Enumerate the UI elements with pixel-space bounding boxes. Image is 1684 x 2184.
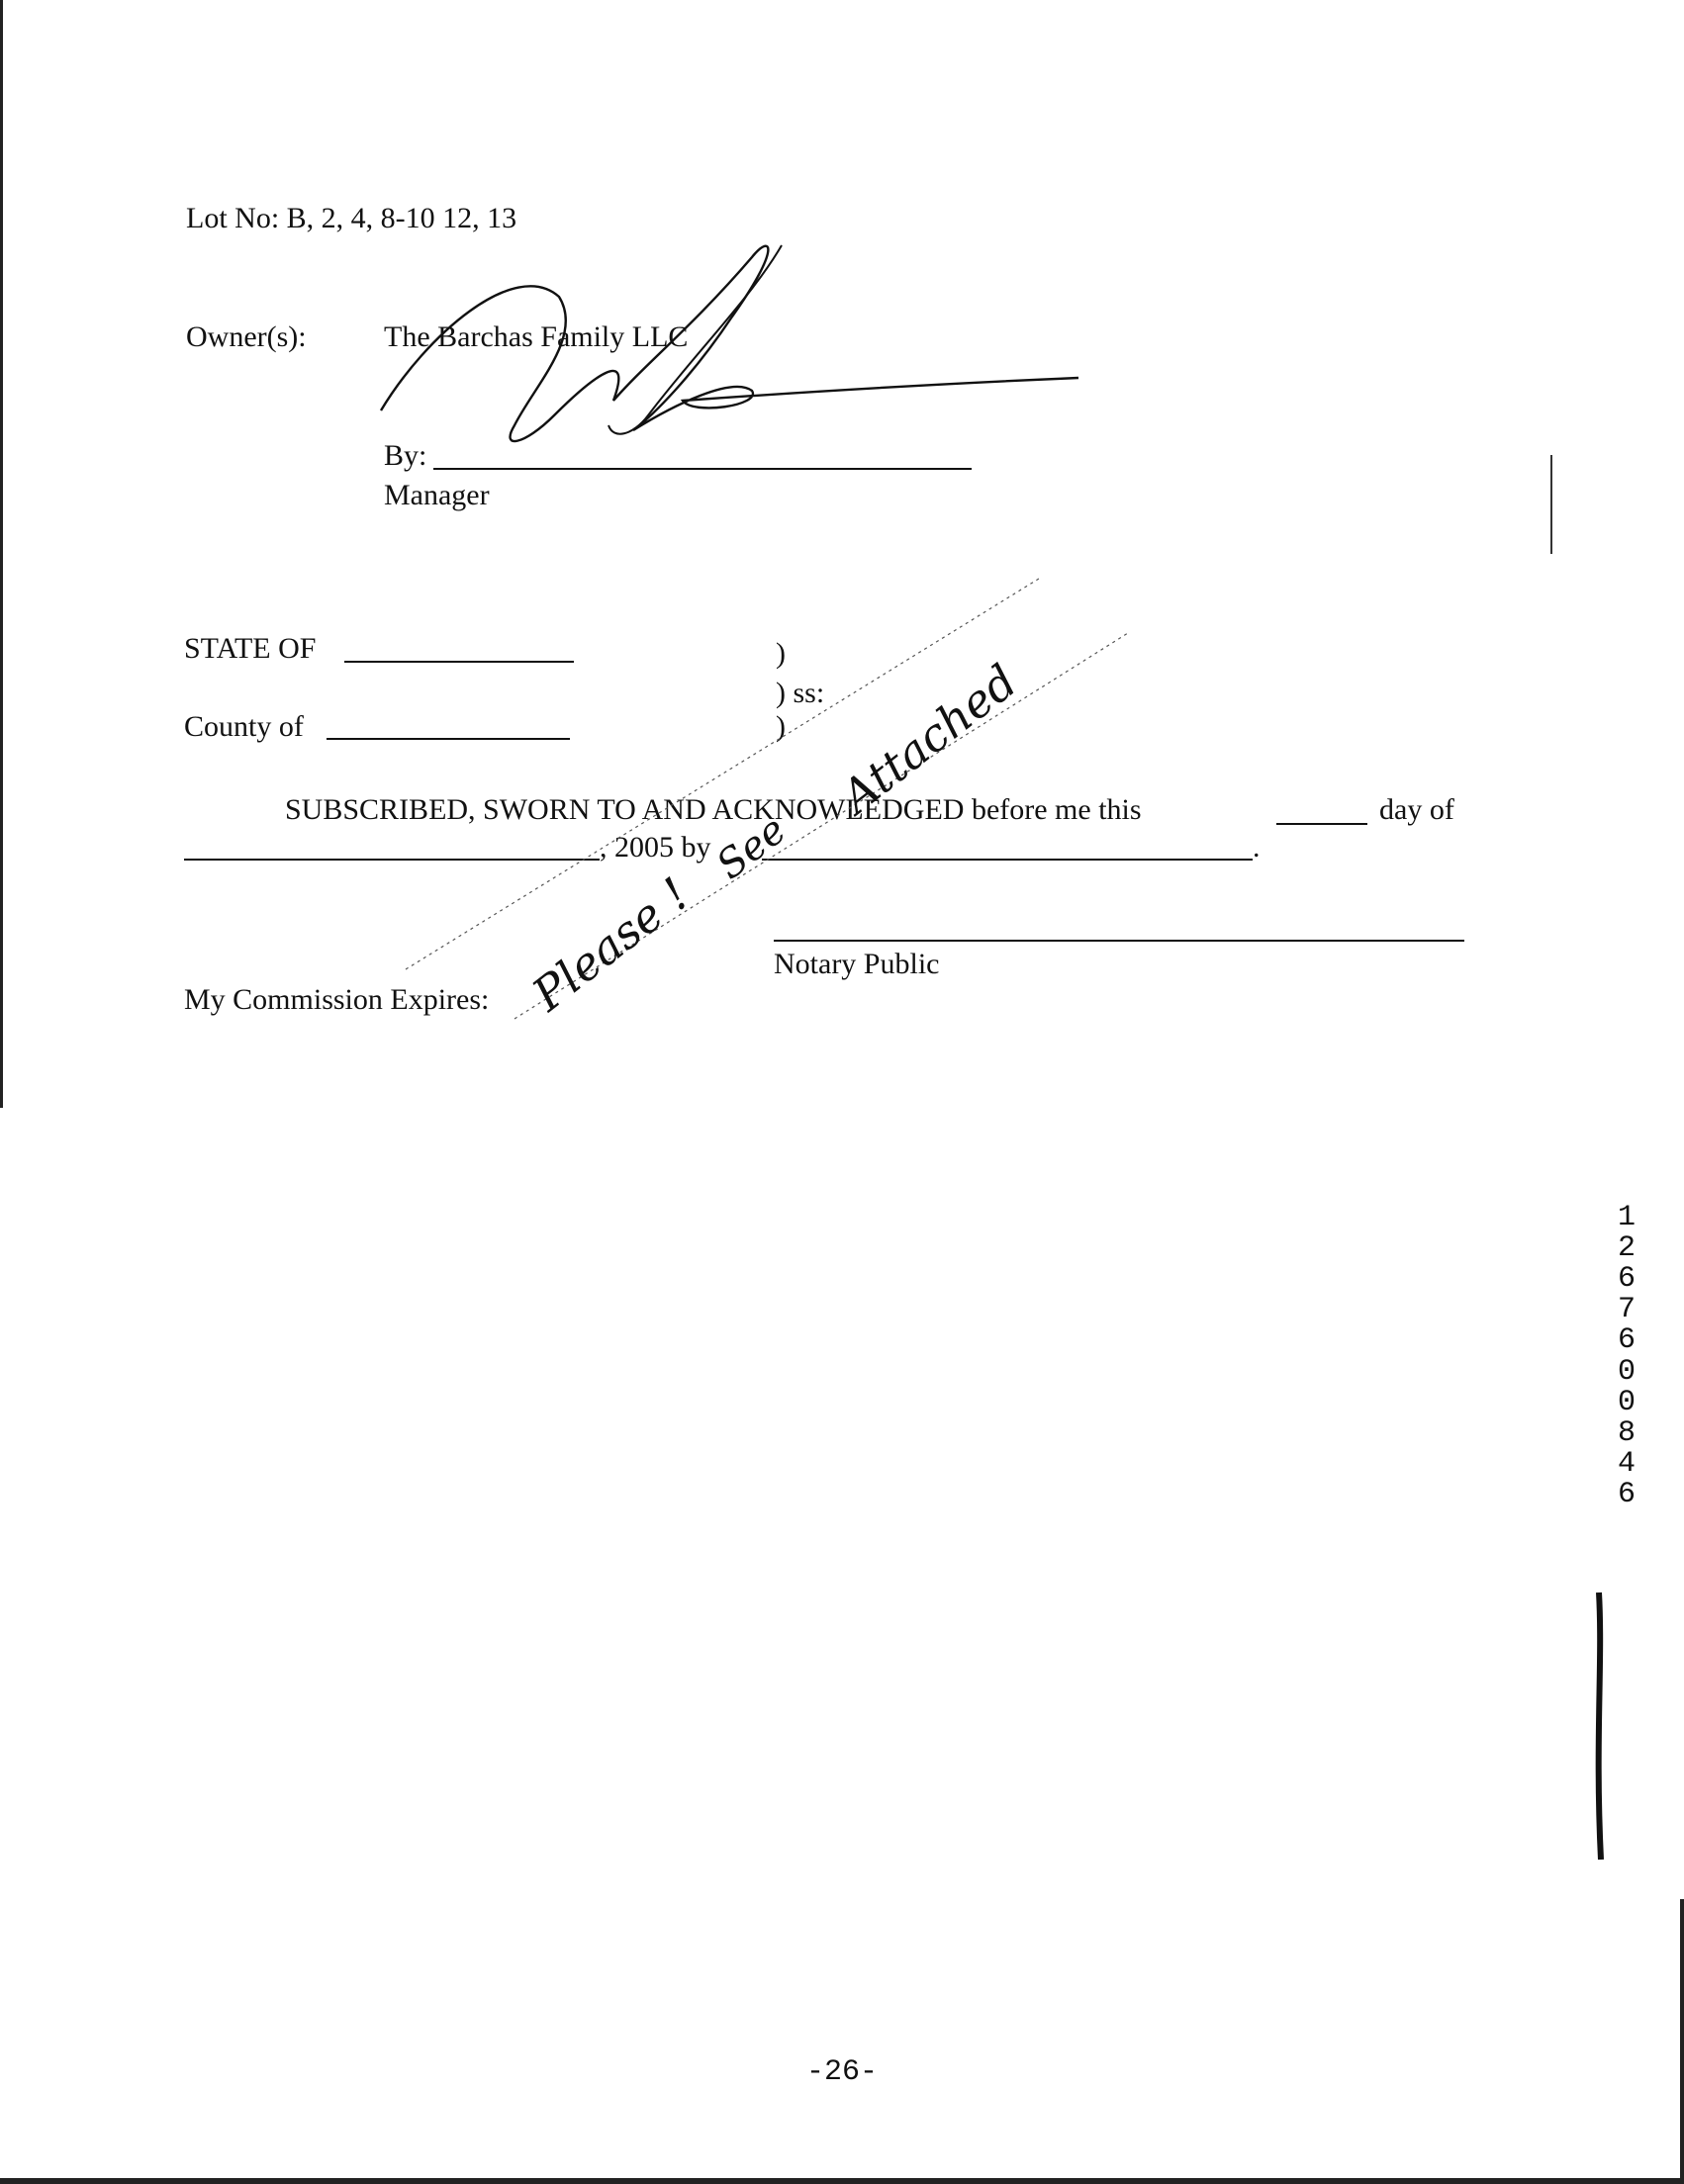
owner-name: The Barchas Family LLC: [384, 320, 689, 353]
recording-number-bottom: 00846: [1617, 1355, 1636, 1511]
jurat-text: SUBSCRIBED, SWORN TO AND ACKNOWLEDGED before me this: [285, 793, 1142, 826]
notary-label: Notary Public: [774, 948, 940, 980]
scan-left-edge: [0, 0, 3, 1108]
lot-label: Lot No:: [186, 202, 280, 234]
stamp-bar: [1599, 1592, 1601, 1860]
venue-ss: ) ss:: [776, 677, 825, 709]
owner-label: Owner(s):: [186, 320, 307, 353]
county-label: County of: [184, 710, 304, 743]
signature-scribble: [381, 246, 1078, 441]
handwritten-please: Please !: [522, 866, 700, 1022]
dotted-guide-upper: [406, 579, 1039, 969]
venue-paren-3: ): [776, 710, 786, 743]
recording-number-top: 12676: [1617, 1201, 1636, 1357]
jurat-year: , 2005 by: [600, 831, 711, 864]
lot-value: B, 2, 4, 8-10 12, 13: [286, 202, 517, 234]
state-label: STATE OF: [184, 632, 317, 665]
jurat-day-of: day of: [1379, 793, 1454, 826]
page-number: -26-: [805, 2055, 878, 2089]
scan-bottom-edge: [0, 2178, 1684, 2184]
handwritten-attached: Attached: [831, 654, 1027, 824]
commission-label: My Commission Expires:: [184, 983, 490, 1016]
scan-right-edge: [1680, 1899, 1684, 2184]
jurat-period: .: [1253, 831, 1261, 864]
manager-title: Manager: [384, 479, 490, 511]
by-label: By:: [384, 439, 427, 472]
handwritten-see: See: [708, 806, 795, 889]
venue-paren-1: ): [776, 637, 786, 670]
